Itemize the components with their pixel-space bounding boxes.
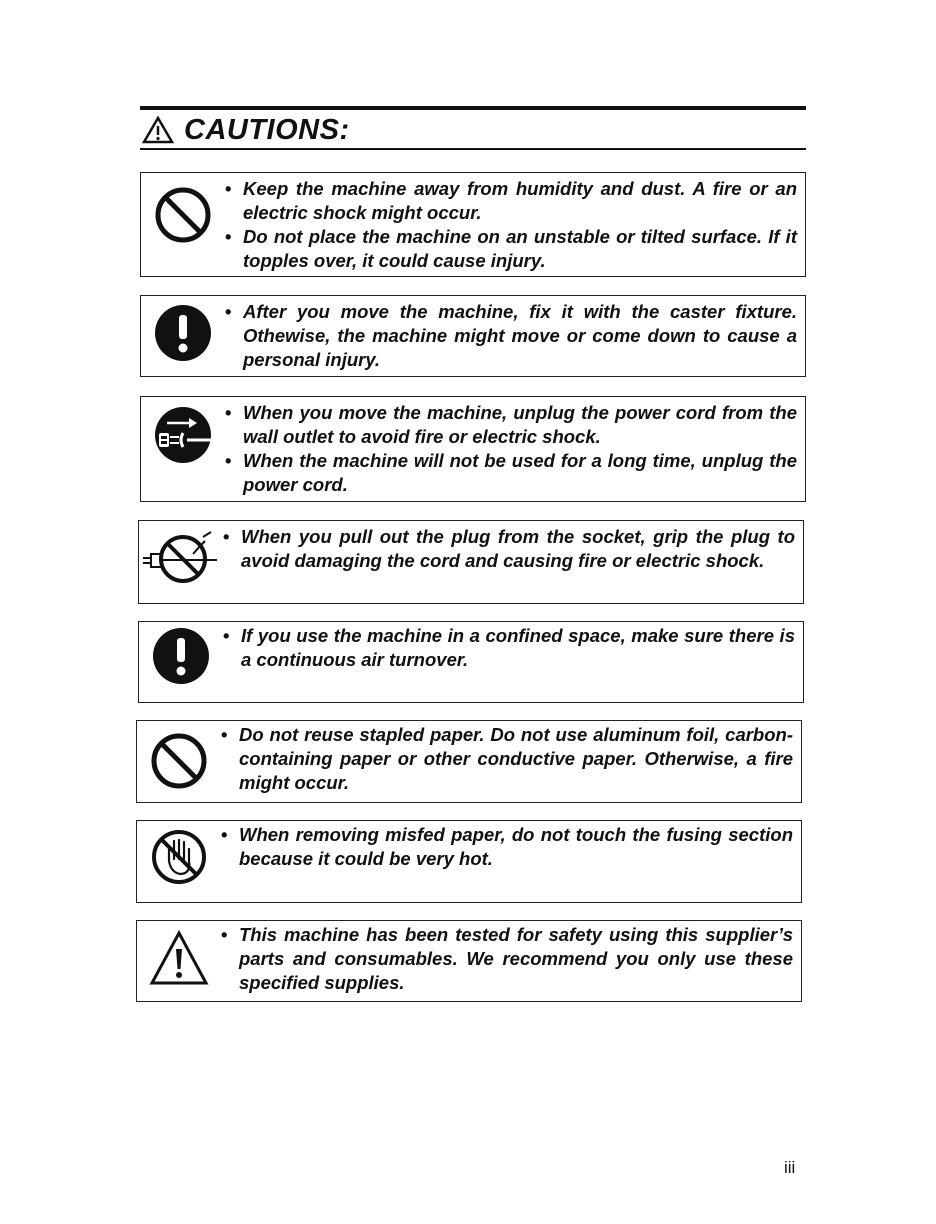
caution-box-unplug [140, 396, 806, 502]
prohibited-icon [149, 731, 209, 791]
caution-box-caster [140, 295, 806, 377]
cautions-header [142, 112, 350, 148]
caution-item: • If you use the machine in a confined space, make sure there is a continuous air turnover. [223, 624, 795, 672]
header-rule [140, 148, 806, 150]
do-not-touch-icon [149, 827, 209, 887]
caution-box-humidity [140, 172, 806, 277]
mandatory-action-icon [153, 303, 213, 363]
caution-item: • This machine has been tested for safety using this supplier’s parts and consumables. We recommend you only use these specified supplies. [221, 923, 793, 995]
do-not-pull-cord-icon [141, 527, 219, 587]
caution-box-supplies [136, 920, 802, 1002]
caution-box-stapled-paper [136, 720, 802, 803]
warning-triangle-icon [142, 116, 174, 144]
caution-item: • Keep the machine away from humidity and dust. A fire or an electric shock might occur. [225, 177, 797, 225]
caution-item: • When you pull out the plug from the socket, grip the plug to avoid damaging the cord and causing fire or electric shock. [223, 525, 795, 573]
prohibited-icon [153, 185, 213, 245]
caution-box-fusing-section [136, 820, 802, 903]
caution-item: • When the machine will not be used for a long time, unplug the power cord. [225, 449, 797, 497]
caution-item: • When you move the machine, unplug the power cord from the wall outlet to avoid fire or electric shock. [225, 401, 797, 449]
caution-box-ventilation [138, 621, 804, 703]
caution-item: • When removing misfed paper, do not touch the fusing section because it could be very hot. [221, 823, 793, 871]
caution-triangle-icon [149, 929, 209, 989]
caution-box-pull-plug [138, 520, 804, 604]
top-rule [140, 106, 806, 110]
caution-item: • After you move the machine, fix it with the caster fixture. Othewise, the machine might move or come down to cause a personal injury. [225, 300, 797, 372]
caution-item: • Do not place the machine on an unstable or tilted surface. If it topples over, it could cause injury. [225, 225, 797, 273]
page-title: CAUTIONS: [184, 113, 350, 146]
mandatory-action-icon [151, 626, 211, 686]
unplug-icon [153, 405, 213, 465]
page-number: iii [784, 1158, 796, 1177]
caution-item: • Do not reuse stapled paper. Do not use aluminum foil, carbon-containing paper or other conductive paper. Otherwise, a fire might occur. [221, 723, 793, 795]
